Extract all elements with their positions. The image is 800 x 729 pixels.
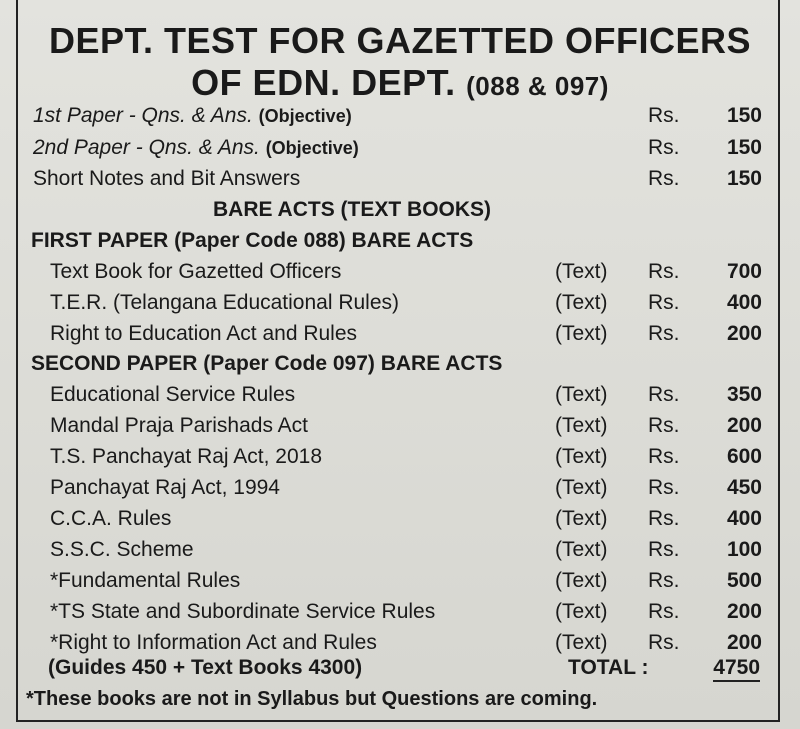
book-row (0, 291, 800, 321)
price: 500 (726, 569, 762, 592)
bare-acts-heading: BARE ACTS (TEXT BOOKS) (213, 198, 492, 221)
currency-label: Rs. (648, 260, 680, 283)
currency-label: Rs. (648, 569, 680, 592)
price: 150 (726, 136, 762, 159)
price: 200 (726, 631, 762, 654)
footnote: *These books are not in Syllabus but Questions are coming. (26, 688, 598, 710)
title-line-1: DEPT. TEST FOR GAZETTED OFFICERS (48, 20, 752, 61)
book-row (0, 414, 800, 444)
title-codes: (088 & 097) (466, 71, 609, 101)
book-title: Text Book for Gazetted Officers (50, 260, 342, 283)
price: 700 (726, 260, 762, 283)
book-type: (Text) (555, 445, 608, 468)
currency-label: Rs. (648, 538, 680, 561)
currency-label: Rs. (648, 167, 680, 190)
book-title: *Fundamental Rules (50, 569, 241, 592)
currency-label: Rs. (648, 383, 680, 406)
guide-label-text: 1st Paper - Qns. & Ans. (33, 104, 253, 127)
guide-label-text: 2nd Paper - Qns. & Ans. (33, 136, 260, 159)
total-amount: 4750 (713, 656, 760, 682)
currency-label: Rs. (648, 507, 680, 530)
guide-type: (Objective) (258, 106, 352, 126)
book-title: T.E.R. (Telangana Educational Rules) (50, 291, 400, 314)
book-type: (Text) (555, 507, 608, 530)
guide-label (33, 136, 359, 160)
book-type: (Text) (555, 291, 608, 314)
book-title: *Right to Information Act and Rules (50, 631, 377, 654)
guide-label (33, 104, 352, 128)
book-title: T.S. Panchayat Raj Act, 2018 (50, 445, 322, 468)
book-type: (Text) (555, 260, 608, 283)
summary-text: (Guides 450 + Text Books 4300) (48, 656, 363, 679)
total-label: TOTAL : (568, 656, 649, 679)
guide-label (33, 167, 300, 191)
book-row (0, 507, 800, 537)
price: 200 (726, 414, 762, 437)
book-row (0, 260, 800, 290)
currency-label: Rs. (648, 631, 680, 654)
guide-row (0, 167, 800, 197)
guide-row (0, 104, 800, 134)
book-type: (Text) (555, 476, 608, 499)
currency-label: Rs. (648, 136, 680, 159)
currency-label: Rs. (648, 322, 680, 345)
book-title: Educational Service Rules (50, 383, 296, 406)
title-line-2 (0, 62, 800, 104)
currency-label: Rs. (648, 476, 680, 499)
book-row (0, 383, 800, 413)
guide-label-text: Short Notes and Bit Answers (33, 167, 301, 190)
price: 450 (726, 476, 762, 499)
book-type: (Text) (555, 383, 608, 406)
price: 150 (726, 104, 762, 127)
book-type: (Text) (555, 600, 608, 623)
first-paper-heading: FIRST PAPER (Paper Code 088) BARE ACTS (31, 229, 474, 252)
price: 400 (726, 507, 762, 530)
book-row (0, 600, 800, 630)
book-title: Mandal Praja Parishads Act (50, 414, 308, 437)
currency-label: Rs. (648, 414, 680, 437)
book-type: (Text) (555, 569, 608, 592)
book-title: Right to Education Act and Rules (50, 322, 358, 345)
book-row (0, 476, 800, 506)
book-type: (Text) (555, 538, 608, 561)
book-title: Panchayat Raj Act, 1994 (50, 476, 280, 499)
price: 150 (726, 167, 762, 190)
book-title: C.C.A. Rules (50, 507, 172, 530)
price: 600 (726, 445, 762, 468)
price: 100 (726, 538, 762, 561)
book-row (0, 445, 800, 475)
book-title: *TS State and Subordinate Service Rules (50, 600, 436, 623)
book-row (0, 538, 800, 568)
currency-label: Rs. (648, 104, 680, 127)
price: 350 (726, 383, 762, 406)
book-row (0, 322, 800, 352)
price: 400 (726, 291, 762, 314)
currency-label: Rs. (648, 291, 680, 314)
price: 200 (726, 322, 762, 345)
book-type: (Text) (555, 631, 608, 654)
guide-row (0, 136, 800, 166)
book-type: (Text) (555, 322, 608, 345)
guide-type: (Objective) (265, 138, 359, 158)
book-row (0, 569, 800, 599)
second-paper-heading: SECOND PAPER (Paper Code 097) BARE ACTS (31, 352, 503, 375)
currency-label: Rs. (648, 445, 680, 468)
title-dept: OF EDN. DEPT. (191, 62, 456, 103)
currency-label: Rs. (648, 600, 680, 623)
book-type: (Text) (555, 414, 608, 437)
price: 200 (726, 600, 762, 623)
book-title: S.S.C. Scheme (50, 538, 194, 561)
